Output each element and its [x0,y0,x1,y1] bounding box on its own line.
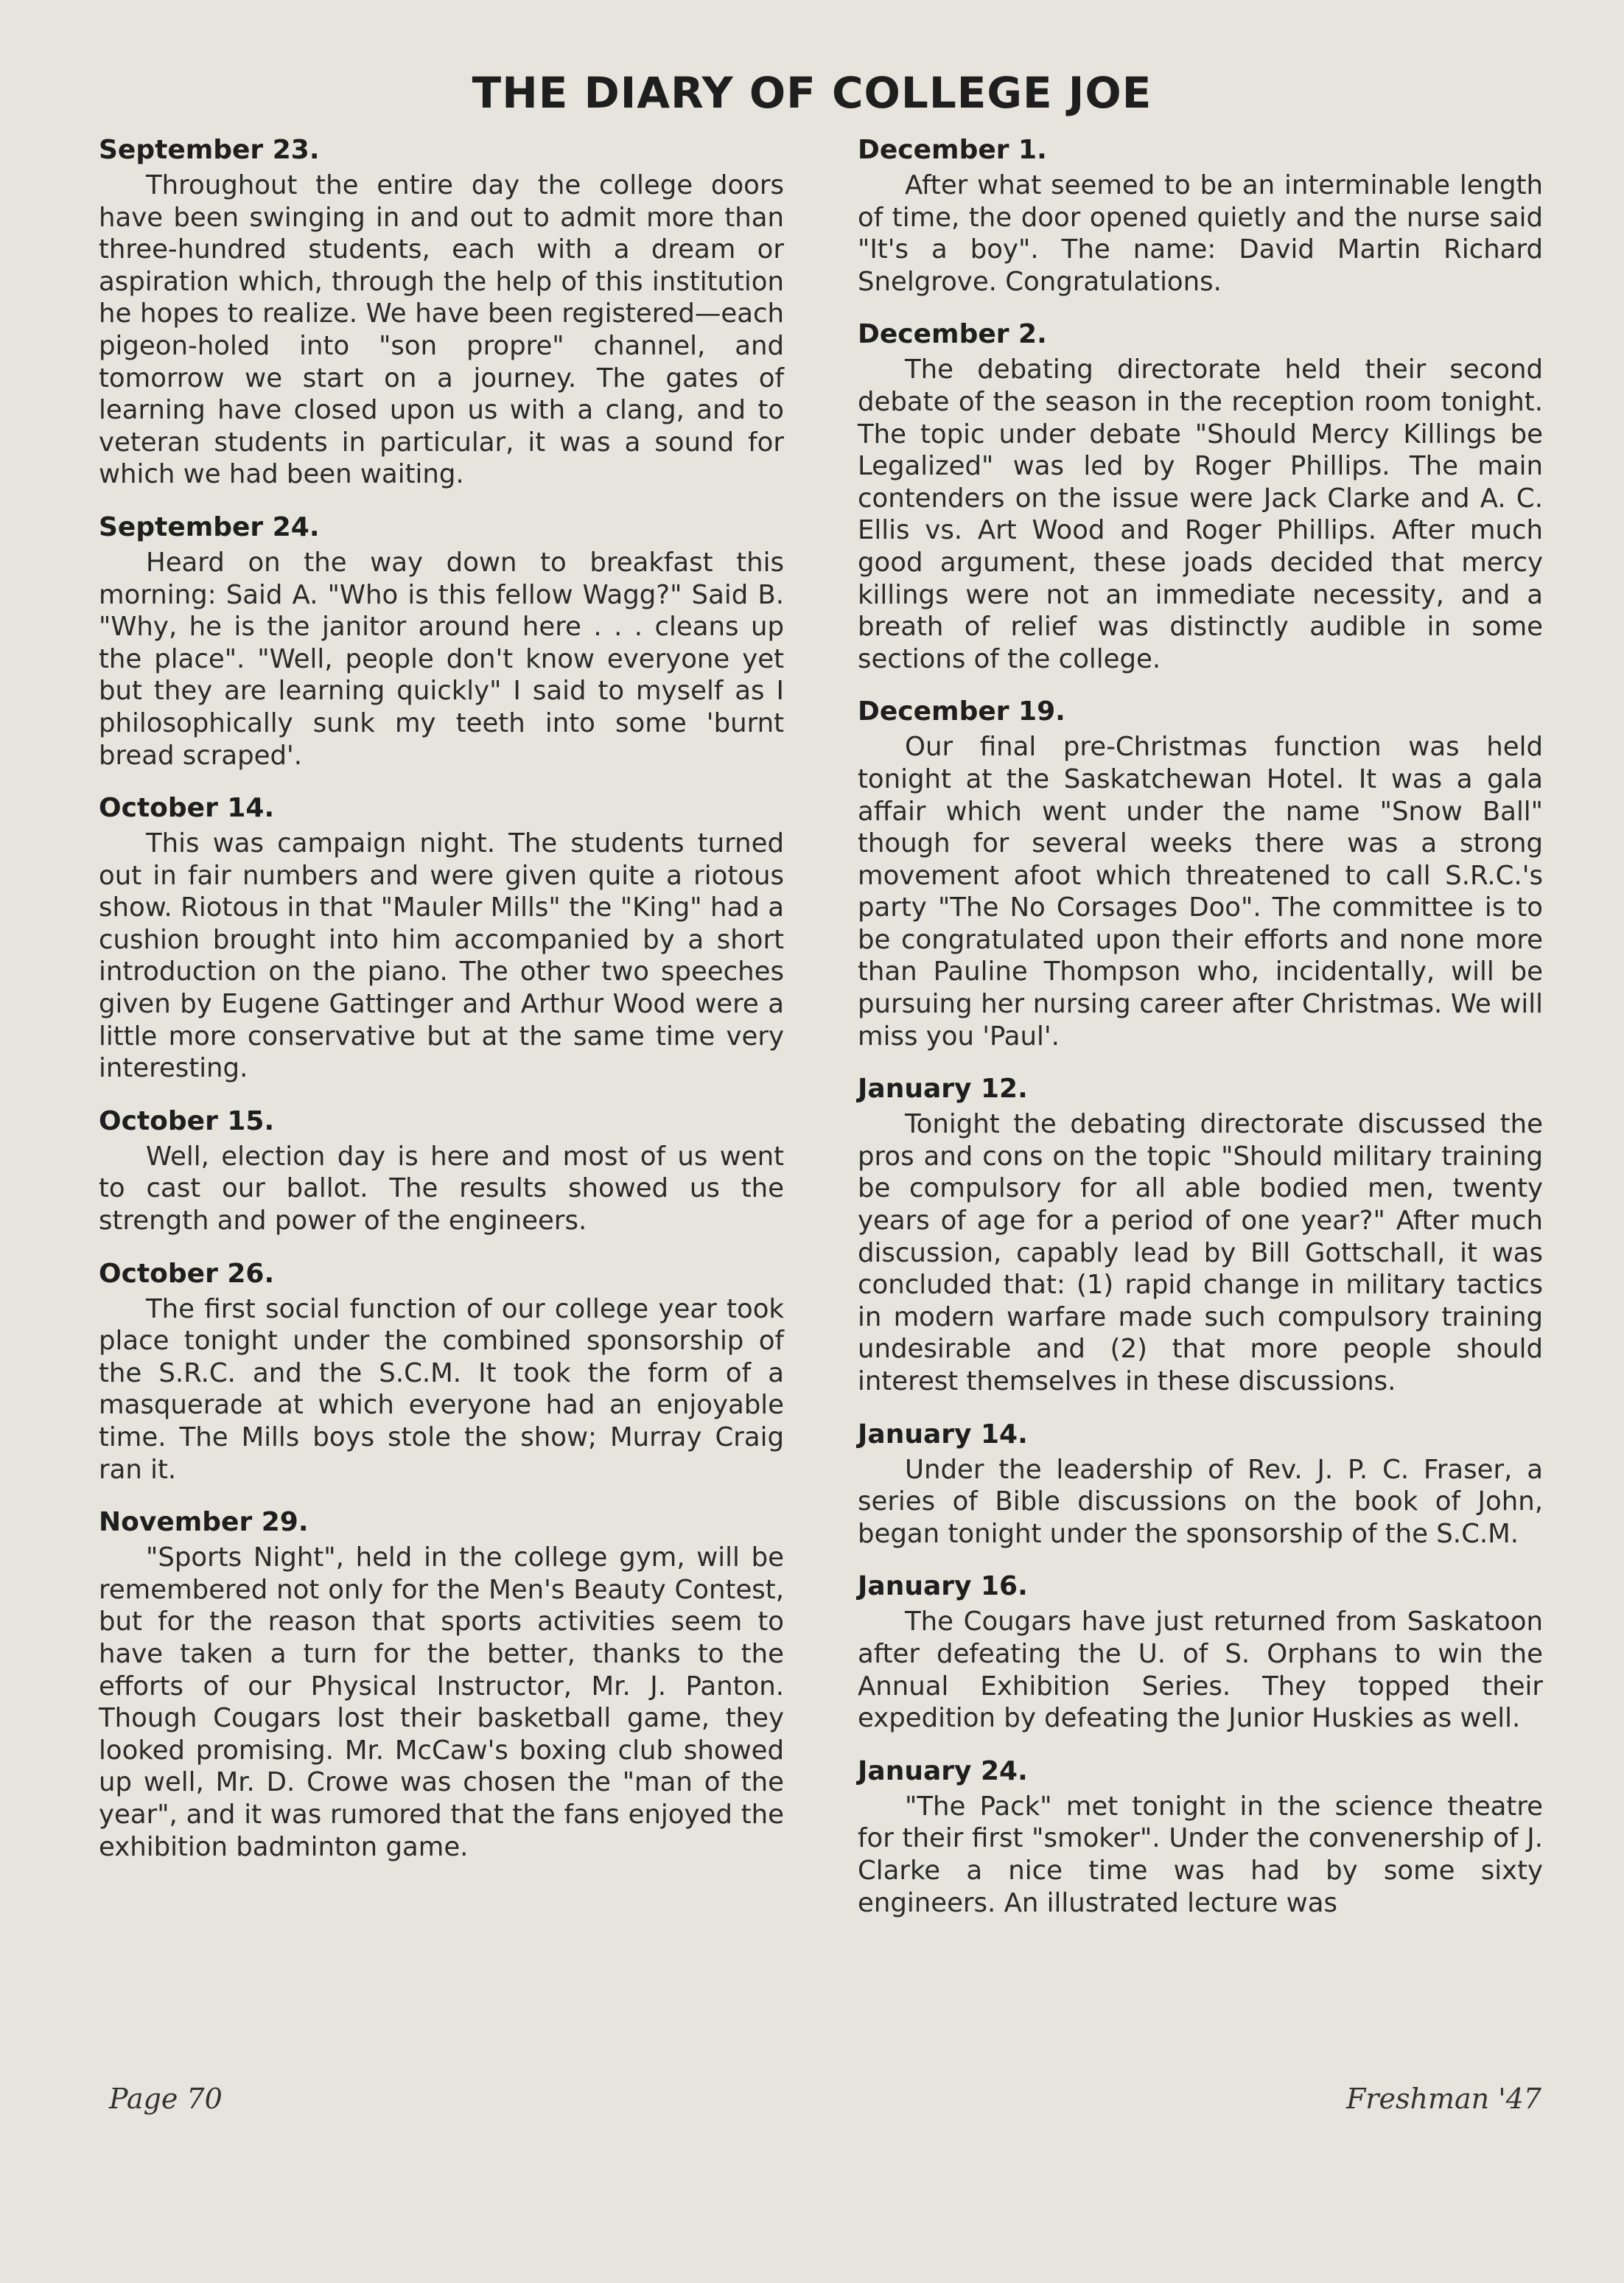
diary-entry [858,1754,1543,1919]
entry-date: December 19. [858,696,1065,727]
entry-date: December 1. [858,135,1047,165]
diary-entry [858,1071,1543,1397]
entry-date: October 15. [99,1105,275,1136]
entry-date: September 23. [99,135,320,165]
diary-entry [99,1104,784,1237]
entry-date: January 12. [858,1074,1028,1105]
entry-text: "Sports Night", held in the college gym, will be remembered not only for the Men's Beauty Contest, but for the reason that sports activities seem to have taken a turn for the better, thanks to the efforts of our Physical Instructor, Mr. J. Panton. Though Cougars lost their basketball game, they looked promising. Mr. McCaw's boxing club showed up well, Mr. D. Crowe was chosen the "man of the year", and it was rumored that the fans enjoyed the exhibition badminton game. [99,1542,784,1862]
diary-entry [858,1569,1543,1734]
entry-text: Tonight the debating directorate discussed the pros and cons on the topic "Should military training be compulsory for all able bodied men, twenty years of age for a period of one year?" After much discussion, capably lead by Bill Gottschall, it was concluded that: (1) rapid change in military tactics in modern warfare made such compulsory training undesirable and (2) that more people should interest themselves in these discussions. [858,1109,1543,1396]
page-number: Page 70 [109,2083,223,2115]
entry-date: October 14. [99,793,275,824]
entry-text: Well, election day is here and most of us went to cast our ballot. The results showed us the strength and power of the engineers. [99,1141,784,1237]
entry-date: November 29. [99,1507,309,1538]
entry-text: Throughout the entire day the college doors have been swinging in and out to admit more than three-hundred students, each with a dream or aspiration which, through the help of this institution he hopes to realize. We have been registered—each pigeon-holed into "son propre" channel, and tomorrow we start on a journey. The gates of learning have closed upon us with a clang, and to veteran students in particular, it was a sound for which we had been waiting. [99,170,784,490]
diary-entry [99,133,784,491]
entry-text: "The Pack" met tonight in the science theatre for their first "smoker". Under the convenership of J. Clarke a nice time was had by some sixty engineers. An illustrated lecture was [858,1791,1543,1918]
entry-text: Under the leadership of Rev. J. P. C. Fraser, a series of Bible discussions on the book of John, began tonight under the sponsorship of the S.C.M. [858,1454,1543,1549]
entry-date: September 24. [99,511,320,542]
entry-date: December 2. [858,319,1047,350]
page-title: THE DIARY OF COLLEGE JOE [472,68,1152,118]
diary-entry [99,791,784,1085]
publication-name: Freshman '47 [1345,2083,1541,2115]
diary-entry [858,1417,1543,1550]
diary-entry [858,694,1543,1052]
diary-entry [858,317,1543,675]
entry-text: The first social function of our college year took place tonight under the combined sponsorship of the S.R.C. and the S.C.M. It took the form of a masquerade at which everyone had an enjoyable time. The Mills boys stole the show; Murray Craig ran it. [99,1293,784,1485]
right-column [858,133,1543,1938]
diary-entry [99,1256,784,1486]
diary-entry [99,1505,784,1863]
entry-date: January 16. [858,1571,1028,1602]
entry-date: January 14. [858,1419,1028,1450]
left-column [99,133,784,1882]
entry-text: Our final pre-Christmas function was held tonight at the Saskatchewan Hotel. It was a gala affair which went under the name "Snow Ball" though for several weeks there was a strong movement afoot which threatened to call S.R.C.'s party "The No Corsages Doo". The committee is to be congratulated upon their efforts and none more than Pauline Thompson who, incidentally, will be pursuing her nursing career after Christmas. We will miss you 'Paul'. [858,732,1543,1052]
entry-date: January 24. [858,1755,1028,1786]
entry-text: The Cougars have just returned from Saskatoon after defeating the U. of S. Orphans to win the Annual Exhibition Series. They topped their expedition by defeating the Junior Huskies as well. [858,1607,1543,1734]
diary-entry [858,133,1543,298]
diary-entry [99,510,784,772]
entry-date: October 26. [99,1258,275,1289]
entry-text: After what seemed to be an interminable length of time, the door opened quietly and the nurse said "It's a boy". The name: David Martin Richard Snelgrove. Congratulations. [858,170,1543,297]
entry-text: This was campaign night. The students turned out in fair numbers and were given quite a riotous show. Riotous in that "Mauler Mills" the "King" had a cushion brought into him accompanied by a short introduction on the piano. The other two speeches given by Eugene Gattinger and Arthur Wood were a little more conservative but at the same time very interesting. [99,828,784,1084]
entry-text: Heard on the way down to breakfast this morning: Said A. "Who is this fellow Wagg?" Said B. "Why, he is the janitor around here . . . cleans up the place". "Well, people don't know everyone yet but they are learning quickly" I said to myself as I philosophically sunk my teeth into some 'burnt bread scraped'. [99,547,784,771]
entry-text: The debating directorate held their second debate of the season in the reception room tonight. The topic under debate "Should Mercy Killings be Legalized" was led by Roger Phillips. The main contenders on the issue were Jack Clarke and A. C. Ellis vs. Art Wood and Roger Phillips. After much good argument, these joads decided that mercy killings were not an immediate necessity, and a breath of relief was distinctly audible in some sections of the college. [858,354,1543,674]
